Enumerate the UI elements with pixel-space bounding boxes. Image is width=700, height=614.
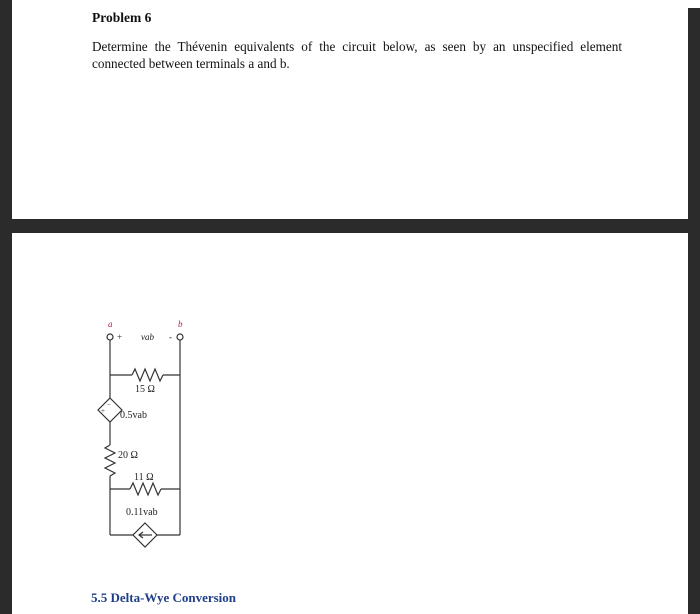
r3-label: 11 Ω: [134, 472, 154, 483]
resistor-11-ohm: [130, 483, 161, 495]
page-corner: [688, 0, 700, 8]
r1-label: 15 Ω: [135, 384, 155, 395]
problem-title: Problem 6: [92, 10, 152, 25]
vsource-plus: +: [101, 407, 105, 415]
vab-minus-sign: -: [169, 332, 172, 342]
vsource-minus: −: [107, 401, 111, 409]
terminal-b-node: [177, 334, 183, 340]
document-page-1: [12, 0, 688, 219]
vab-label: vab: [141, 332, 154, 342]
terminal-a-node: [107, 334, 113, 340]
r2-label: 20 Ω: [118, 450, 138, 461]
resistor-15-ohm: [132, 369, 163, 381]
vab-plus-sign: +: [117, 332, 123, 342]
circuit-diagram: [12, 233, 688, 614]
problem-statement: Determine the Thévenin equivalents of the circuit below, as seen by an unspecified element connected between terminals a and b.: [92, 39, 622, 71]
terminal-b-label: b: [178, 319, 183, 329]
terminal-a-label: a: [108, 319, 113, 329]
isource-label: 0.11vab: [126, 507, 158, 518]
next-section-heading: 5.5 Delta-Wye Conversion: [91, 590, 237, 605]
vsource-label: 0.5vab: [120, 410, 147, 421]
document-page-2: [12, 233, 688, 614]
resistor-20-ohm: [105, 445, 115, 476]
